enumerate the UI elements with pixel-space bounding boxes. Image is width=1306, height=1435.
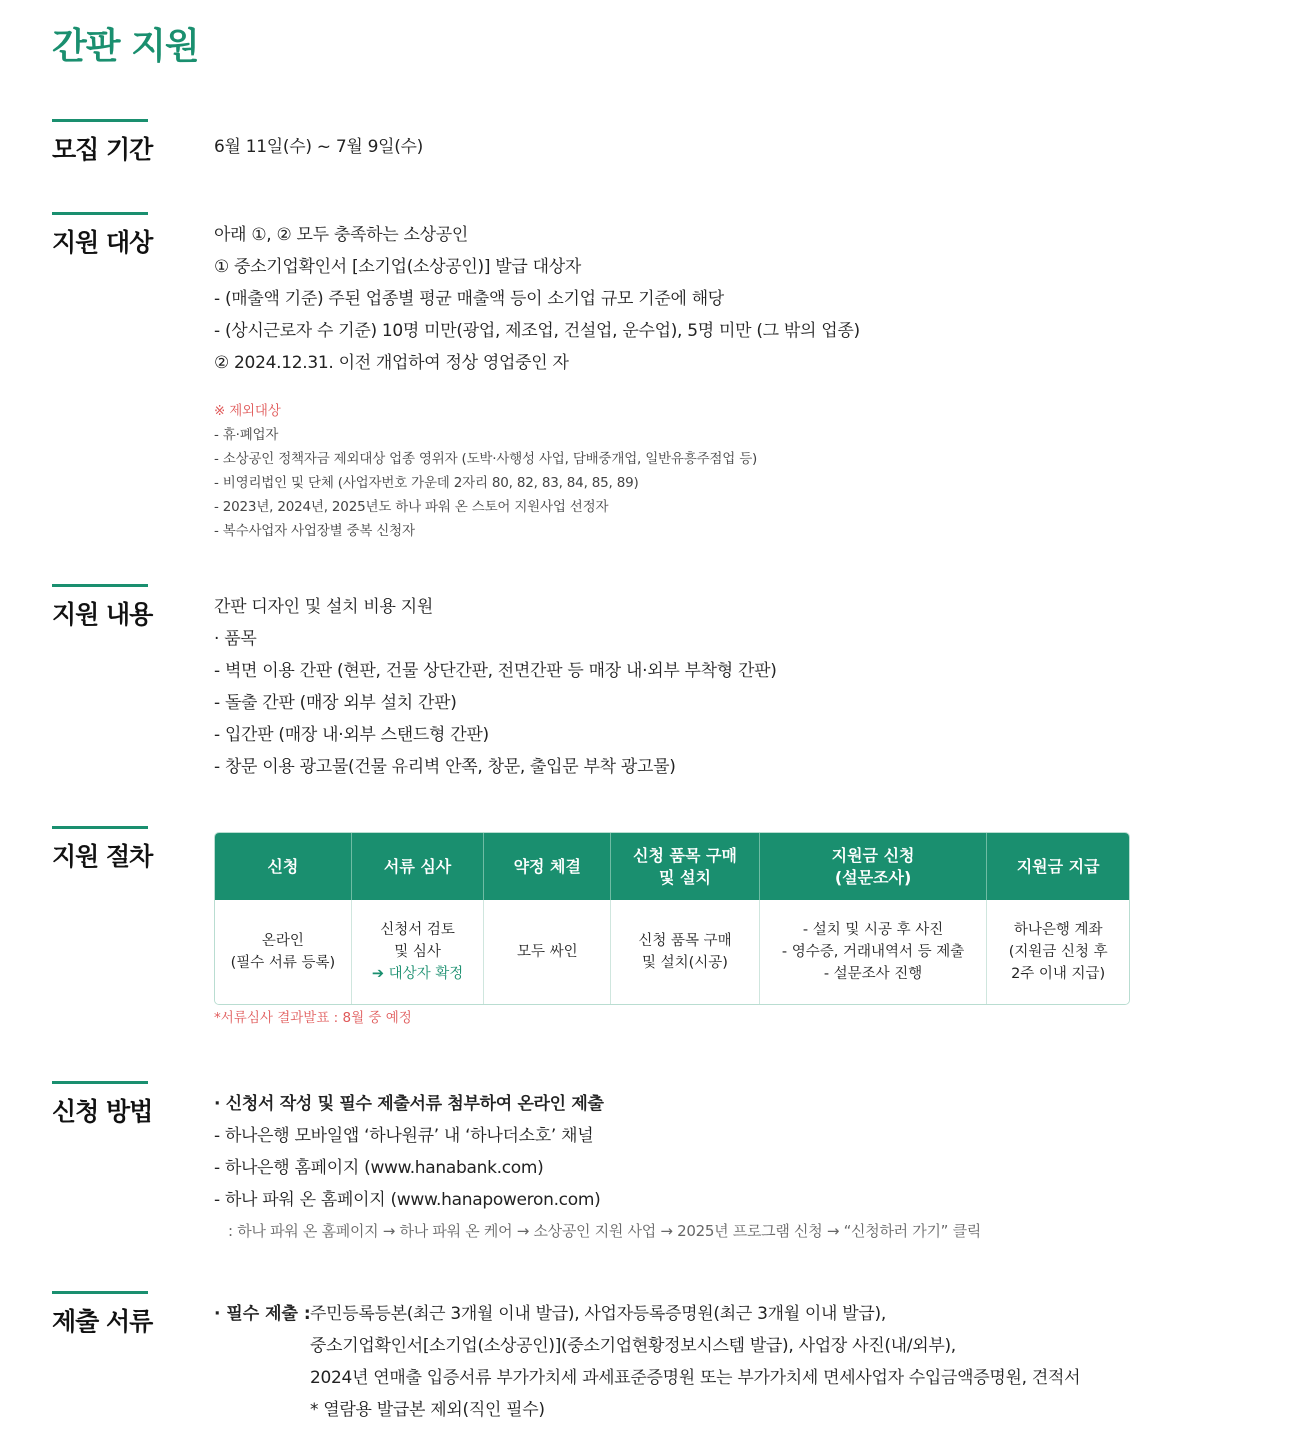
cell-text: - 영수증, 거래내역서 등 제출 <box>781 944 965 960</box>
heading-bar <box>52 119 148 122</box>
required-line: 주민등록등본(최근 3개월 이내 발급), 사업자등록증명원(최근 3개월 이내 발급), <box>310 1304 886 1324</box>
review-notice: *서류심사 결과발표 : 8월 중 예정 <box>214 1010 412 1026</box>
procedure-cell <box>484 900 611 1004</box>
required-key: · 필수 제출 : <box>214 1304 311 1324</box>
header-text: 서류 심사 <box>383 856 452 876</box>
procedure-cell <box>352 900 485 1004</box>
cell-text: 및 설치(시공) <box>642 955 728 971</box>
cell-text: 모두 싸인 <box>516 944 578 960</box>
procedure-header-cell <box>611 833 760 900</box>
cell-text: 신청서 검토 <box>380 922 455 938</box>
cell-text: 온라인 <box>261 933 304 949</box>
documents-heading <box>52 1291 152 1338</box>
target-line: - (매출액 기준) 주된 업종별 평균 매출액 등이 소기업 규모 기준에 해당 <box>214 289 724 309</box>
procedure-header-cell <box>484 833 611 900</box>
target-label: 지원 대상 <box>52 228 153 257</box>
documents-label: 제출 서류 <box>52 1307 153 1336</box>
page-title: 간판 지원 <box>52 26 199 67</box>
required-line: 중소기업확인서[소기업(소상공인)](중소기업현황정보시스템 발급), 사업장 사진(내/외부), <box>310 1336 956 1356</box>
content-line: · 품목 <box>214 629 257 649</box>
apply-line: - 하나은행 모바일앱 ‘하나원큐’ 내 ‘하나더소호’ 채널 <box>214 1126 594 1146</box>
target-line: ② 2024.12.31. 이전 개업하여 정상 영업중인 자 <box>214 353 569 373</box>
required-list <box>310 1298 1080 1426</box>
procedure-body-row <box>215 900 1129 1004</box>
recruit-section <box>52 119 1252 189</box>
heading-bar <box>52 826 148 829</box>
exclusion-item: - 휴·폐업자 <box>214 427 279 443</box>
apply-label: 신청 방법 <box>52 1097 153 1126</box>
procedure-header-cell <box>215 833 352 900</box>
target-heading <box>52 212 152 259</box>
exclusion-item: - 복수사업자 사업장별 중복 신청자 <box>214 523 415 539</box>
required-line: 2024년 연매출 입증서류 부가가치세 과세표준증명원 또는 부가가치세 면세사업자 수입금액증명원, 견적서 <box>310 1368 1081 1388</box>
procedure-section <box>52 826 1252 1046</box>
procedure-header-cell <box>760 833 987 900</box>
exclusion-item: - 소상공인 정책자금 제외대상 업종 영위자 (도박·사행성 사업, 담배중개업, 일반유흥주점업 등) <box>214 451 758 467</box>
content-line: - 창문 이용 광고물(건물 유리벽 안쪽, 창문, 출입문 부착 광고물) <box>214 757 676 777</box>
heading-bar <box>52 1291 148 1294</box>
recruit-label: 모집 기간 <box>52 135 153 164</box>
header-text: 지원금 지급 <box>1016 856 1100 876</box>
apply-line: - 하나은행 홈페이지 (www.hanabank.com) <box>214 1158 544 1178</box>
apply-line: · 신청서 작성 및 필수 제출서류 첨부하여 온라인 제출 <box>214 1094 604 1114</box>
procedure-cell <box>215 900 352 1004</box>
content-line: 간판 디자인 및 설치 비용 지원 <box>214 597 433 617</box>
recruit-heading <box>52 119 152 166</box>
header-text: (설문조사) <box>834 867 912 887</box>
apply-section <box>52 1081 1252 1251</box>
heading-bar <box>52 584 148 587</box>
apply-heading <box>52 1081 152 1128</box>
header-text: 및 설치 <box>659 867 711 887</box>
confirm-highlight: ➔ 대상자 확정 <box>371 966 464 982</box>
procedure-label: 지원 절차 <box>52 842 153 871</box>
procedure-table <box>214 832 1130 1005</box>
target-section <box>52 212 1252 552</box>
header-text: 약정 체결 <box>513 856 581 876</box>
cell-text: (지원금 신청 후 <box>1008 944 1108 960</box>
exclusion-title: ※ 제외대상 <box>214 403 281 419</box>
cell-text: 및 심사 <box>394 944 441 960</box>
procedure-cell <box>760 900 987 1004</box>
required-documents <box>214 1298 1234 1426</box>
cell-text: 2주 이내 지급) <box>1011 966 1106 982</box>
recruit-period: 6월 11일(수) ~ 7월 9일(수) <box>214 137 424 157</box>
target-line: - (상시근로자 수 기준) 10명 미만(광업, 제조업, 건설업, 운수업), 5명 미만 (그 밖의 업종) <box>214 321 860 341</box>
heading-bar <box>52 1081 148 1084</box>
required-line: * 열람용 발급본 제외(직인 필수) <box>310 1400 545 1420</box>
procedure-header-cell <box>352 833 485 900</box>
procedure-header-cell <box>987 833 1129 900</box>
cell-text: 신청 품목 구매 <box>638 933 732 949</box>
exclusion-item: - 비영리법인 및 단체 (사업자번호 가운데 2자리 80, 82, 83, 84, 85, 89) <box>214 475 639 491</box>
procedure-cell <box>611 900 760 1004</box>
target-line: ① 중소기업확인서 [소기업(소상공인)] 발급 대상자 <box>214 257 582 277</box>
apply-path-hint: : 하나 파워 온 홈페이지 → 하나 파워 온 케어 → 소상공인 지원 사업 → 2025년 프로그램 신청 → “신청하러 가기” 클릭 <box>228 1222 981 1240</box>
cell-text: 하나은행 계좌 <box>1013 922 1103 938</box>
content-label: 지원 내용 <box>52 600 153 629</box>
content-line: - 돌출 간판 (매장 외부 설치 간판) <box>214 693 457 713</box>
procedure-cell <box>987 900 1129 1004</box>
apply-line: - 하나 파워 온 홈페이지 (www.hanapoweron.com) <box>214 1190 601 1210</box>
content-heading <box>52 584 152 631</box>
heading-bar <box>52 212 148 215</box>
header-text: 지원금 신청 <box>831 845 915 865</box>
documents-section <box>52 1291 1252 1431</box>
cell-text: - 설문조사 진행 <box>823 966 923 982</box>
content-section <box>52 584 1252 794</box>
header-text: 신청 <box>267 856 299 876</box>
content-line: - 벽면 이용 간판 (현판, 건물 상단간판, 전면간판 등 매장 내·외부 부착형 간판) <box>214 661 777 681</box>
cell-text: - 설치 및 시공 후 사진 <box>802 922 944 938</box>
procedure-header-row <box>215 833 1129 900</box>
target-line: 아래 ①, ② 모두 충족하는 소상공인 <box>214 225 468 245</box>
procedure-heading <box>52 826 152 873</box>
exclusion-item: - 2023년, 2024년, 2025년도 하나 파워 온 스토어 지원사업 선정자 <box>214 499 609 515</box>
content-line: - 입간판 (매장 내·외부 스탠드형 간판) <box>214 725 489 745</box>
cell-text: (필수 서류 등록) <box>230 955 336 971</box>
header-text: 신청 품목 구매 <box>633 845 737 865</box>
